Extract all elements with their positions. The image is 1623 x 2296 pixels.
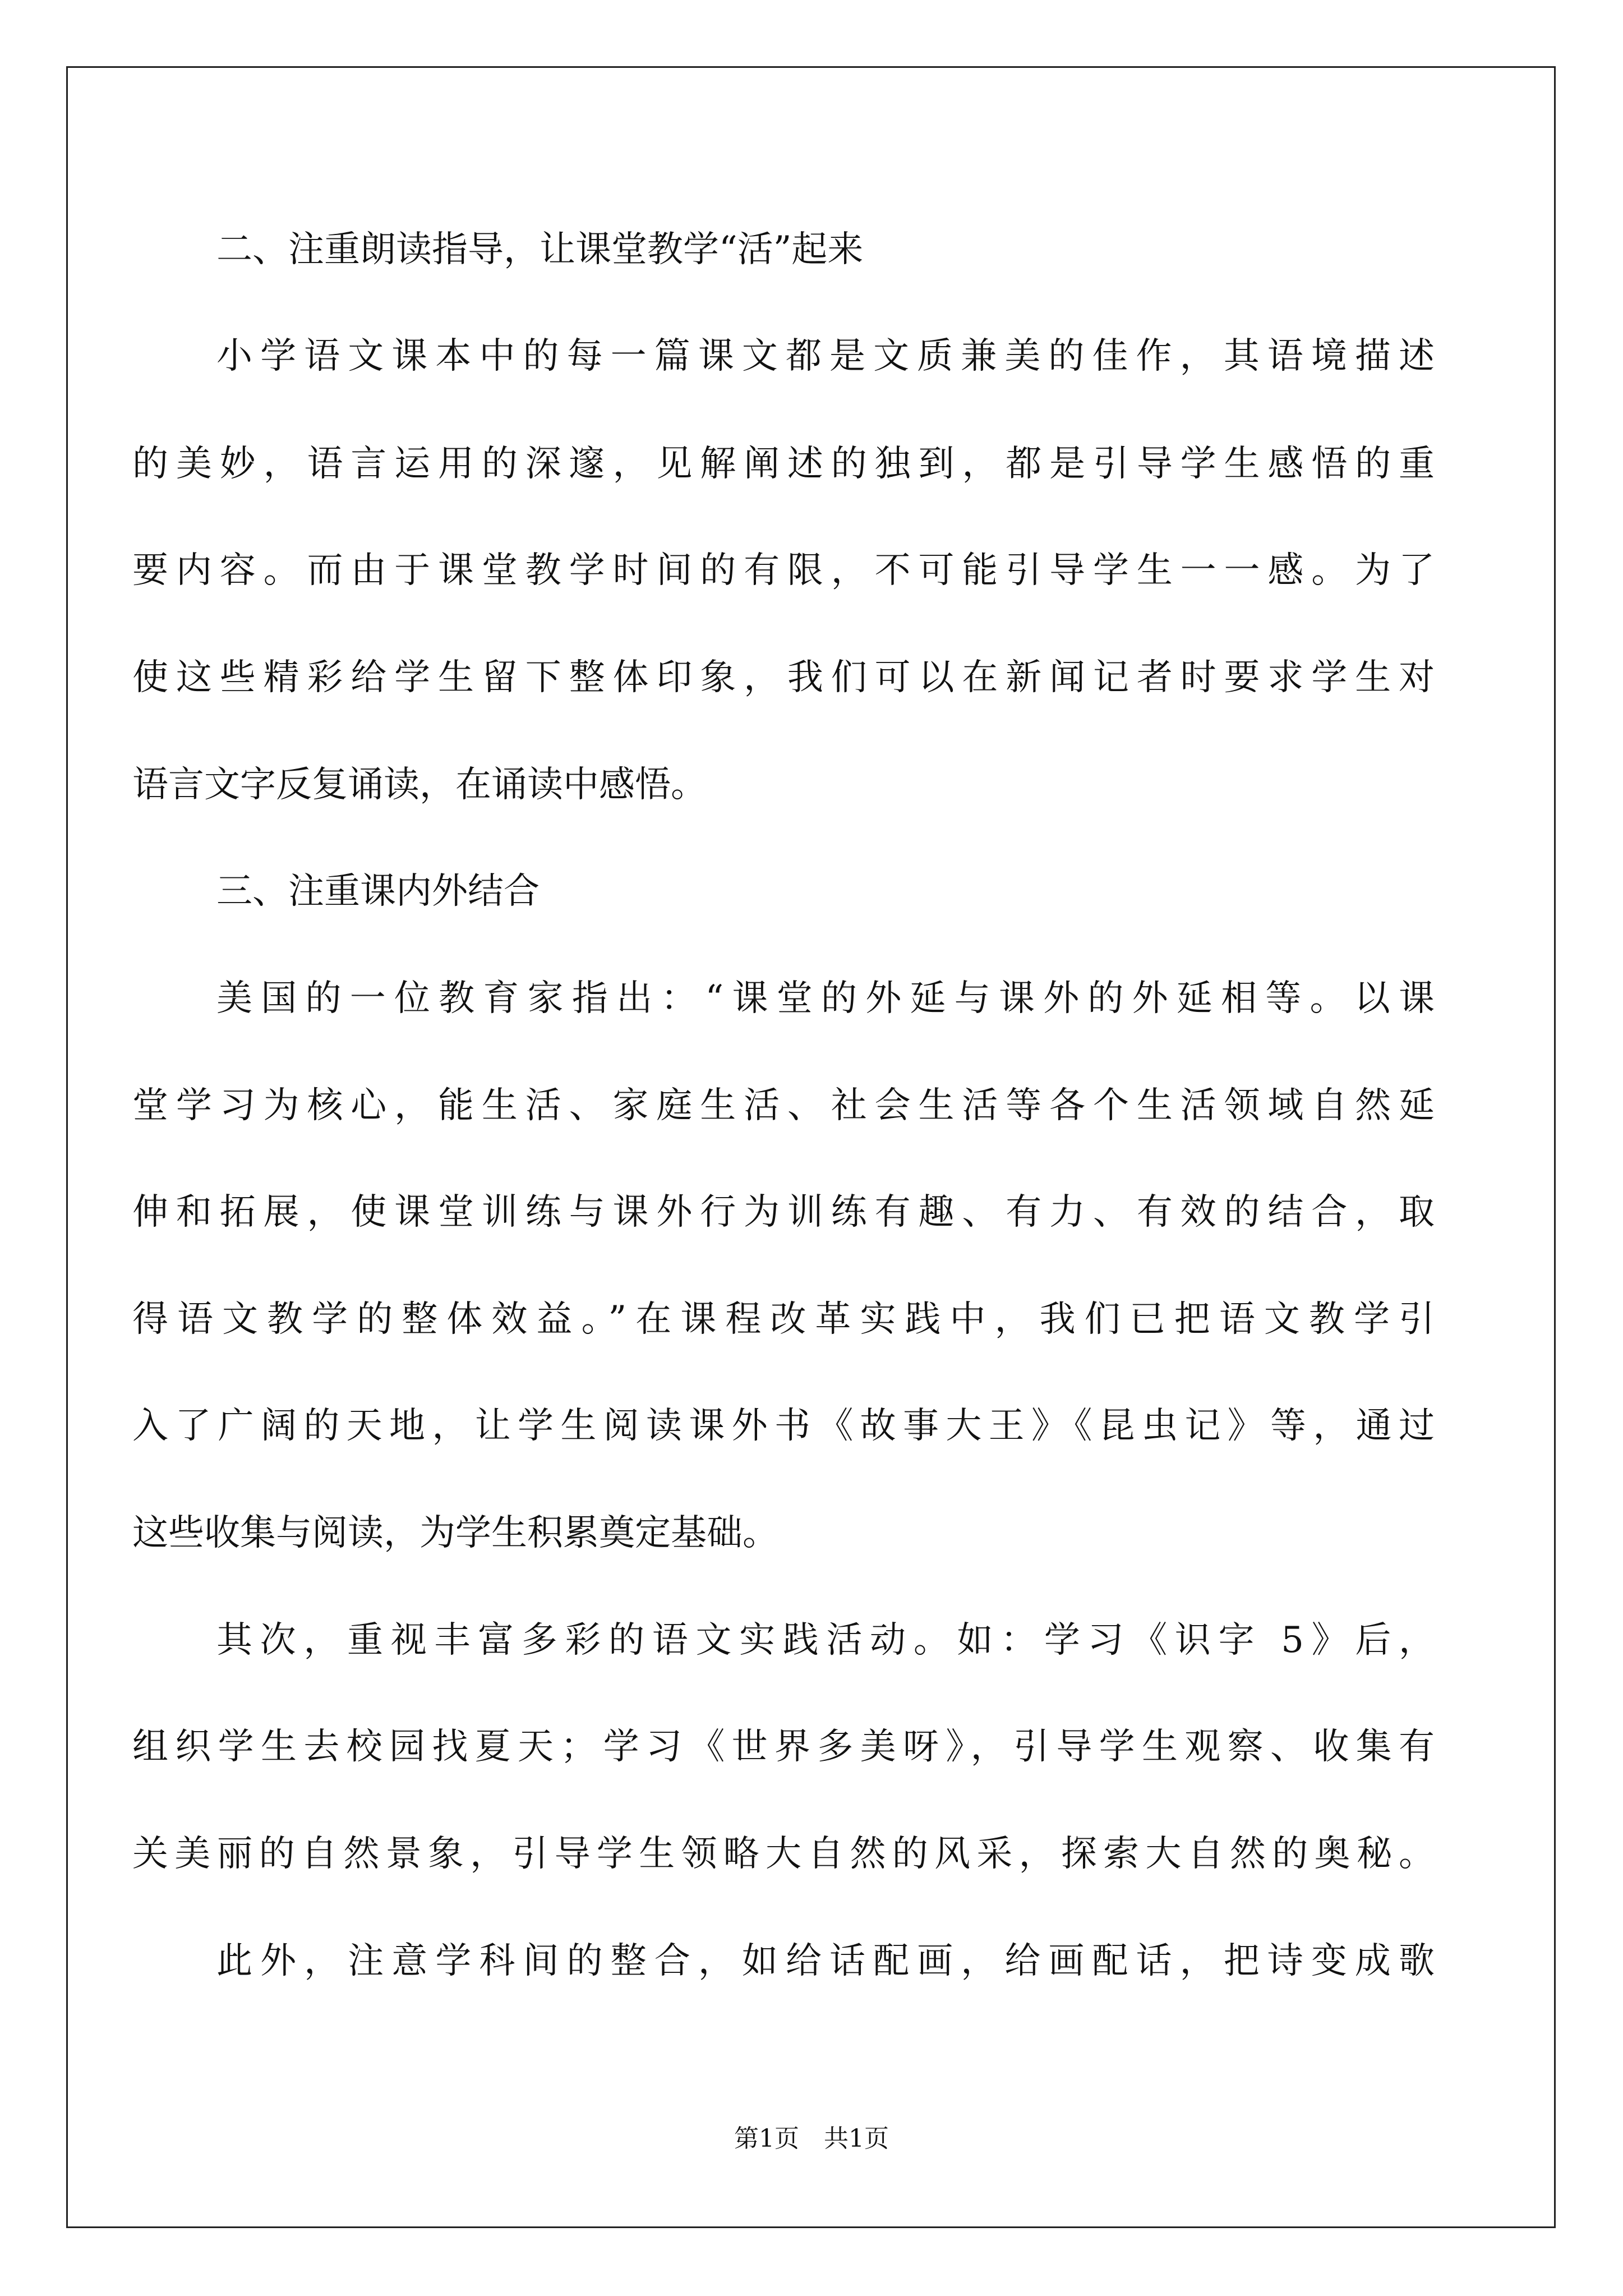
paragraph-line: 语言文字反复诵读，在诵读中感悟。 — [132, 764, 707, 806]
paragraph-line: 伸和拓展，使课堂训练与课外行为训练有趣、有力、有效的结合，取 — [132, 1191, 1435, 1233]
paragraph-line: 入了广阔的天地，让学生阅读课外书《故事大王》《昆虫记》等，通过 — [132, 1405, 1435, 1447]
page-border — [66, 66, 1556, 2228]
paragraph-line: 小学语文课本中的每一篇课文都是文质兼美的佳作，其语境描述 — [216, 335, 1435, 377]
paragraph-line: 组织学生去校园找夏天；学习《世界多美呀》，引导学生观察、收集有 — [132, 1726, 1435, 1768]
paragraph-line: 美国的一位教育家指出：“课堂的外延与课外的外延相等。以课 — [216, 978, 1435, 1019]
paragraph-line: 的美妙，语言运用的深邃，见解阐述的独到，都是引导学生感悟的重 — [132, 443, 1435, 485]
paragraph-line: 这些收集与阅读，为学生积累奠定基础。 — [132, 1512, 778, 1554]
paragraph-line: 此外，注意学科间的整合，如给话配画，给画配话，把诗变成歌 — [216, 1940, 1435, 1982]
paragraph-line: 其次，重视丰富多彩的语文实践活动。如：学习《识字 5》后， — [216, 1619, 1435, 1661]
paragraph-line: 得语文教学的整体效益。”在课程改革实践中，我们已把语文教学引 — [132, 1299, 1435, 1340]
paragraph-line: 要内容。而由于课堂教学时间的有限，不可能引导学生一一感。为了 — [132, 550, 1435, 591]
page-number-footer: 第1页 共1页 — [734, 2124, 889, 2153]
paragraph-line: 堂学习为核心，能生活、家庭生活、社会生活等各个生活领域自然延 — [132, 1085, 1435, 1126]
section-heading-3: 三、注重课内外结合 — [216, 871, 540, 912]
paragraph-line: 关美丽的自然景象，引导学生领略大自然的风采，探索大自然的奥秘。 — [132, 1833, 1435, 1875]
section-heading-2: 二、注重朗读指导，让课堂教学“活”起来 — [216, 229, 864, 270]
paragraph-line: 使这些精彩给学生留下整体印象，我们可以在新闻记者时要求学生对 — [132, 657, 1435, 698]
